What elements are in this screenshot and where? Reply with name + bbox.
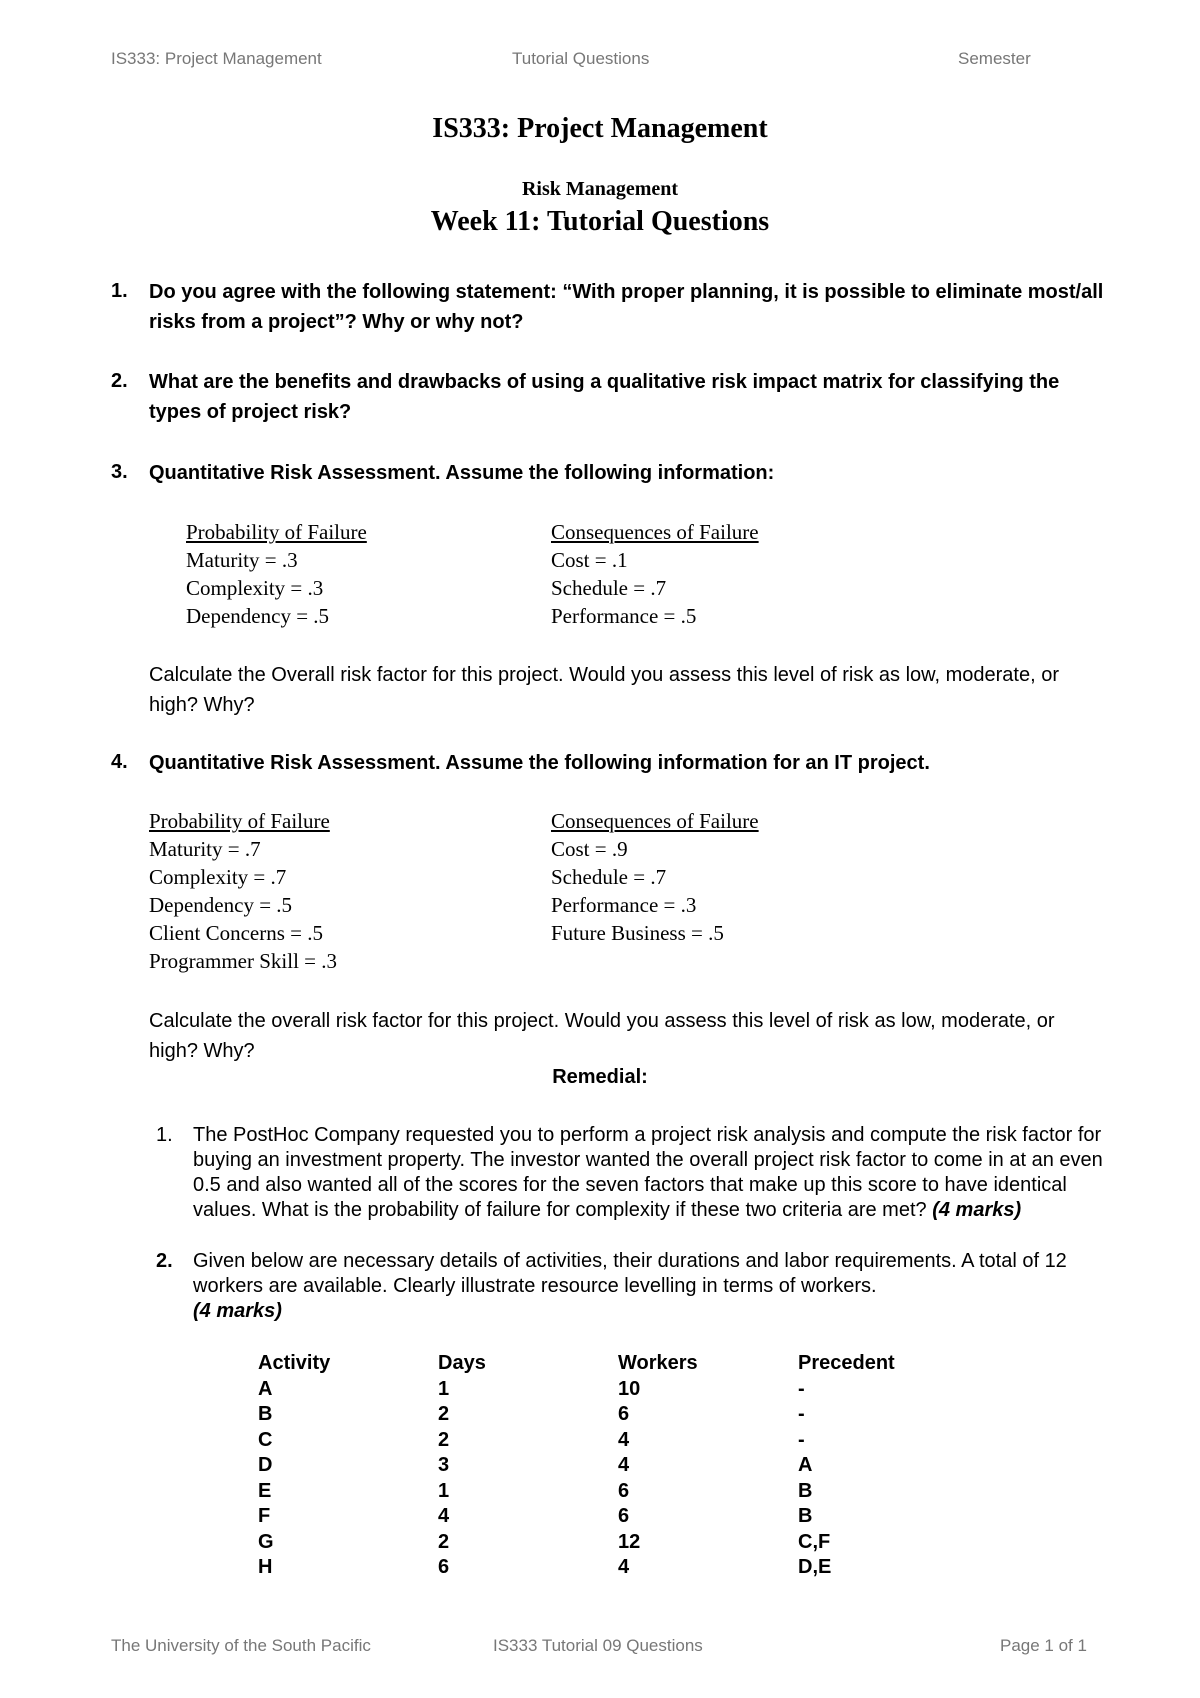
remedial-2-number: 2. <box>156 1250 173 1272</box>
workers-cell: 4 <box>618 1454 630 1476</box>
table-row <box>258 1377 918 1403</box>
precedent-cell: D,E <box>798 1556 832 1578</box>
q3-probability-item: Maturity = .3 <box>186 548 298 572</box>
question-3-number: 3. <box>111 461 128 483</box>
workers-cell: 6 <box>618 1403 630 1425</box>
question-3-text: Quantitative Risk Assessment. Assume the following information: <box>149 462 775 484</box>
table-row <box>258 1504 918 1530</box>
precedent-cell: - <box>798 1403 805 1425</box>
q4-consequences-column <box>551 807 759 947</box>
workers-cell: 4 <box>618 1556 630 1578</box>
workers-cell: 4 <box>618 1428 630 1451</box>
activity-cell: G <box>258 1530 274 1553</box>
days-cell: 1 <box>438 1479 450 1502</box>
precedent-cell: A <box>798 1454 813 1476</box>
question-1-number: 1. <box>111 280 128 302</box>
precedent-cell: C,F <box>798 1530 831 1553</box>
activity-cell: C <box>258 1428 273 1451</box>
week-title: Week 11: Tutorial Questions <box>430 206 770 237</box>
q4-consequences-item: Cost = .9 <box>551 837 628 861</box>
remedial-1-number: 1. <box>156 1124 173 1146</box>
precedent-cell: B <box>798 1505 813 1527</box>
table-row <box>258 1402 918 1428</box>
activity-cell: E <box>258 1479 272 1502</box>
remedial-1-marks: (4 marks) <box>932 1199 1022 1221</box>
page-subtitle: Risk Management <box>521 178 679 200</box>
activity-table <box>258 1351 918 1581</box>
table-row <box>258 1555 918 1581</box>
activity-cell: H <box>258 1556 273 1578</box>
days-cell: 2 <box>438 1428 450 1451</box>
activity-cell: F <box>258 1505 271 1527</box>
precedent-cell: B <box>798 1479 813 1502</box>
footer-center: IS333 Tutorial 09 Questions <box>493 1636 703 1655</box>
q3-probability-item: Complexity = .3 <box>186 576 324 600</box>
days-cell: 3 <box>438 1454 450 1476</box>
days-cell: 2 <box>438 1403 450 1425</box>
workers-cell: 12 <box>618 1530 641 1553</box>
table-row <box>258 1479 918 1505</box>
days-cell: 6 <box>438 1556 450 1578</box>
q4-consequences-item: Future Business = .5 <box>551 921 724 945</box>
q3-consequences-column <box>551 518 759 630</box>
workers-cell: 10 <box>618 1377 641 1400</box>
q4-probability-item: Complexity = .7 <box>149 865 287 889</box>
table-row <box>258 1453 918 1479</box>
q3-consequences-item: Schedule = .7 <box>551 576 667 600</box>
header-center: Tutorial Questions <box>512 49 650 68</box>
remedial-2-marks: (4 marks) <box>193 1300 282 1322</box>
question-2-number: 2. <box>111 370 128 392</box>
q3-probability-item: Dependency = .5 <box>186 604 330 628</box>
question-2-text: What are the benefits and drawbacks of using a qualitative risk impact matrix for classifying the types of project risk? <box>149 371 1060 423</box>
q4-probability-column <box>149 807 337 975</box>
workers-col-header: Workers <box>618 1352 698 1374</box>
q4-probability-item: Dependency = .5 <box>149 893 293 917</box>
activity-col-header: Activity <box>258 1352 331 1374</box>
q4-consequences-item: Schedule = .7 <box>551 865 667 889</box>
remedial-heading: Remedial: <box>552 1066 648 1088</box>
question-4-followup: Calculate the overall risk factor for this project. Would you assess this level of risk as low, moderate, or high? Why? <box>149 1010 1055 1062</box>
days-cell: 4 <box>438 1505 450 1527</box>
question-4-number: 4. <box>111 751 128 773</box>
workers-cell: 6 <box>618 1505 630 1527</box>
question-3-followup: Calculate the Overall risk factor for this project. Would you assess this level of risk as low, moderate, or high? Why? <box>149 664 1059 716</box>
q3-consequences-item: Cost = .1 <box>551 548 628 572</box>
q4-probability-item: Maturity = .7 <box>149 837 261 861</box>
q3-consequences-item: Performance = .5 <box>551 604 697 628</box>
table-row <box>258 1530 918 1556</box>
q3-probability-header: Probability of Failure <box>186 520 367 544</box>
remedial-1-body: The PostHoc Company requested you to perform a project risk analysis and compute the risk factor for buying an investment property. The investor wanted the overall project risk factor to come in at an even 0.5 and also wanted all of the scores for the seven factors that make up this score to have identical values. What is the probability of failure for complexity if these two criteria are met? <box>193 1124 1103 1221</box>
activity-table-header <box>258 1351 918 1377</box>
activity-cell: B <box>258 1403 273 1425</box>
days-col-header: Days <box>438 1352 486 1374</box>
table-row <box>258 1428 918 1454</box>
workers-cell: 6 <box>618 1479 630 1502</box>
footer-left: The University of the South Pacific <box>111 1636 371 1655</box>
question-1-text: Do you agree with the following statement: “With proper planning, it is possible to eliminate most/all risks from a project”? Why or why not? <box>149 281 1104 333</box>
question-4-text: Quantitative Risk Assessment. Assume the following information for an IT project. <box>149 752 930 774</box>
page-title: IS333: Project Management <box>432 113 768 144</box>
q4-probability-item: Client Concerns = .5 <box>149 921 323 945</box>
q4-probability-item: Programmer Skill = .3 <box>149 949 337 973</box>
remedial-1-text <box>193 1123 1113 1223</box>
q4-probability-header: Probability of Failure <box>149 809 330 833</box>
q4-consequences-header: Consequences of Failure <box>551 809 759 833</box>
q3-consequences-header: Consequences of Failure <box>551 520 759 544</box>
precedent-cell: - <box>798 1377 805 1400</box>
footer-page-number: Page 1 of 1 <box>1000 1636 1087 1655</box>
activity-cell: D <box>258 1454 273 1476</box>
remedial-2-text <box>193 1249 1113 1324</box>
remedial-2-body: Given below are necessary details of activities, their durations and labor requirements. A total of 12 workers are available. Clearly illustrate resource levelling in terms of workers. <box>193 1250 1067 1297</box>
q3-probability-column <box>186 518 367 630</box>
q4-consequences-item: Performance = .3 <box>551 893 697 917</box>
days-cell: 1 <box>438 1377 450 1400</box>
header-left: IS333: Project Management <box>111 49 322 68</box>
header-right: Semester <box>958 49 1031 68</box>
activity-cell: A <box>258 1377 273 1400</box>
precedent-col-header: Precedent <box>798 1352 895 1374</box>
days-cell: 2 <box>438 1530 450 1553</box>
precedent-cell: - <box>798 1428 805 1451</box>
